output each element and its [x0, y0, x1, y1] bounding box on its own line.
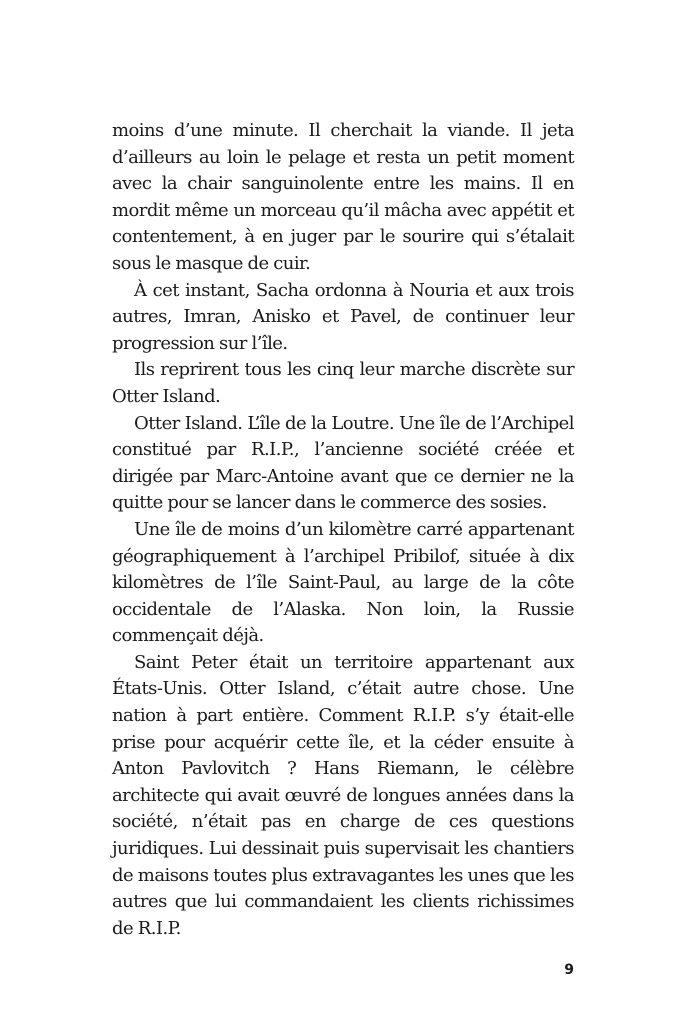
paragraph-6: Saint Peter était un territoire appartenant aux États-Unis. Otter Island, c’était autre chose. Une nation à part entière. Comment R.I.P. s’y était-elle prise pour acquérir cette île, et la céder ensuite à Anton Pavlovitch ? Hans Riemann, le célèbre architecte qui avait œuvré de longues années dans la société, n’était pas en charge de ces questions juridiques. Lui dessinait puis supervisait les chantiers de maisons toutes plus extravagantes les unes que les autres que lui commandaient les clients richissimes de R.I.P. — [112, 651, 574, 939]
body-text — [112, 118, 574, 942]
page-number: 9 — [564, 962, 574, 978]
paragraph-5: Une île de moins d’un kilomètre carré appartenant géographiquement à l’archipel Pribilof, située à dix kilomètres de l’île Saint-Paul, au large de la côte occidentale de l’Alaska. Non loin, la Russie commençait déjà. — [112, 518, 574, 647]
paragraph-4: Otter Island. L’île de la Loutre. Une île de l’Archipel constitué par R.I.P., l’ancienne société créée et dirigée par Marc-Antoine avant que ce dernier ne la quitte pour se lancer dans le commerce des sosies. — [112, 412, 574, 514]
paragraph-1: moins d’une minute. Il cherchait la viande. Il jeta d’ailleurs au loin le pelage et resta un petit moment avec la chair sanguinolente entre les mains. Il en mordit même un morceau qu’il mâcha avec appétit et contentement, à en juger par le sourire qui s’étalait sous le masque de cuir. — [112, 120, 574, 274]
paragraph-3: Ils reprirent tous les cinq leur marche discrète sur Otter Island. — [112, 359, 574, 407]
paragraph-2: À cet instant, Sacha ordonna à Nouria et aux trois autres, Imran, Anisko et Pavel, de continuer leur progression sur l’île. — [112, 279, 574, 354]
